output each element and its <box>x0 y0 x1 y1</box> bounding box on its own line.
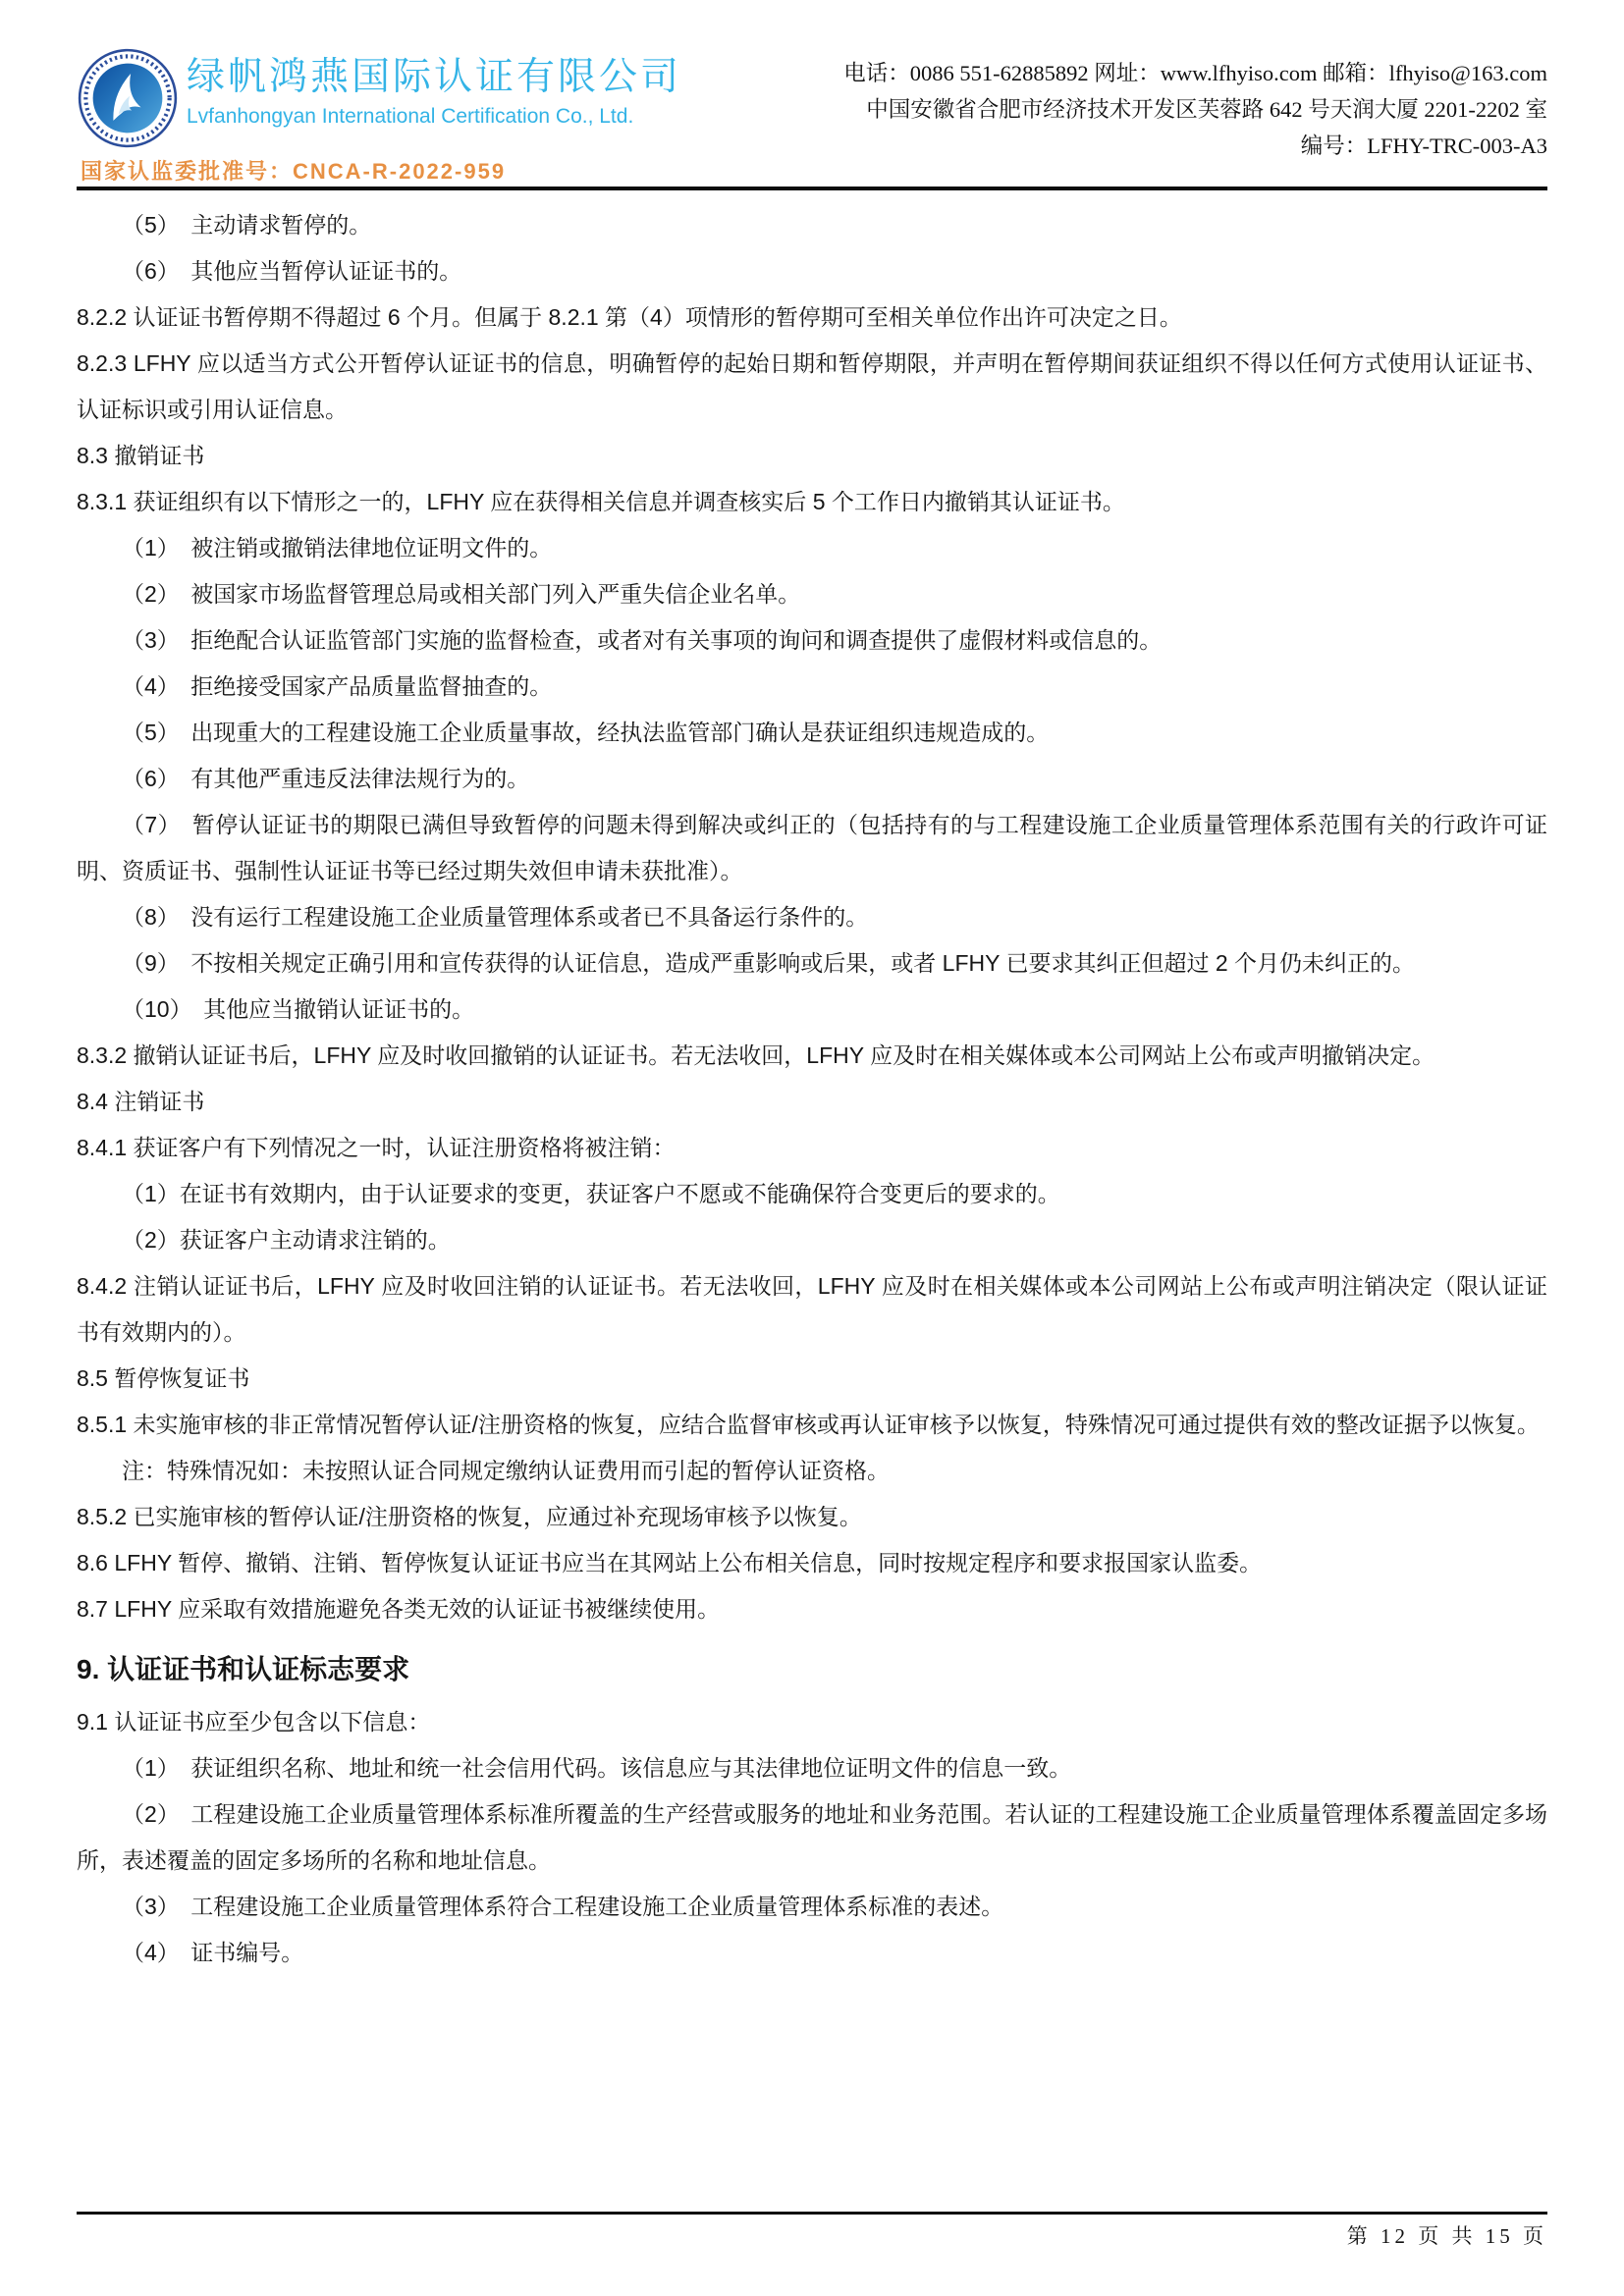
paragraph: （1） 获证组织名称、地址和统一社会信用代码。该信息应与其法律地位证明文件的信息一致。 <box>122 1755 1072 1781</box>
paragraph: （1） 被注销或撤销法律地位证明文件的。 <box>122 535 553 561</box>
section-heading: 9. 认证证书和认证标志要求 <box>77 1654 410 1684</box>
paragraph: 8.5.2 已实施审核的暂停认证/注册资格的恢复，应通过补充现场审核予以恢复。 <box>77 1504 862 1529</box>
paragraph: 注：特殊情况如：未按照认证合同规定缴纳认证费用而引起的暂停认证资格。 <box>122 1458 890 1483</box>
paragraph: 8.6 LFHY 暂停、撤销、注销、暂停恢复认证证书应当在其网站上公布相关信息，同时按规定程序和要求报国家认监委。 <box>77 1550 1263 1575</box>
paragraph: 8.7 LFHY 应采取有效措施避免各类无效的认证证书被继续使用。 <box>77 1596 721 1622</box>
contact-line-address: 中国安徽省合肥市经济技术开发区芙蓉路 642 号天润大厦 2201-2202 室 <box>866 97 1547 122</box>
header-brand-block <box>77 45 682 184</box>
paragraph: （6） 其他应当暂停认证证书的。 <box>122 258 462 284</box>
paragraph: 8.4.1 获证客户有下列情况之一时，认证注册资格将被注销： <box>77 1135 676 1160</box>
header-divider <box>77 187 1547 190</box>
paragraph: （2）获证客户主动请求注销的。 <box>122 1227 451 1253</box>
document-body <box>77 202 1547 1976</box>
company-name-zh: 绿帆鸿燕国际认证有限公司 <box>187 56 682 98</box>
paragraph: （4） 拒绝接受国家产品质量监督抽查的。 <box>122 673 553 699</box>
header-contact-block <box>843 55 1547 164</box>
paragraph: （6） 有其他严重违反法律法规行为的。 <box>122 766 530 791</box>
company-logo-icon <box>77 47 179 149</box>
paragraph: 8.2.2 认证证书暂停期不得超过 6 个月。但属于 8.2.1 第（4）项情形的暂停期可至相关单位作出许可决定之日。 <box>77 304 1182 330</box>
document-number: 编号：LFHY-TRC-003-A3 <box>1300 133 1547 158</box>
paragraph: （2） 被国家市场监督管理总局或相关部门列入严重失信企业名单。 <box>122 581 801 607</box>
cnca-approval-number: 国家认监委批准号：CNCA-R-2022-959 <box>81 159 507 184</box>
paragraph: 8.2.3 LFHY 应以适当方式公开暂停认证证书的信息，明确暂停的起始日期和暂停期限，并声明在暂停期间获证组织不得以任何方式使用认证证书、认证标识或引用认证信息。 <box>77 350 1547 422</box>
paragraph: （5） 出现重大的工程建设施工企业质量事故，经执法监管部门确认是获证组织违规造成的。 <box>122 720 1050 745</box>
company-name-en: Lvfanhongyan International Certification Co., Ltd. <box>187 105 634 128</box>
paragraph: 9.1 认证证书应至少包含以下信息： <box>77 1709 431 1735</box>
paragraph: 8.3.1 获证组织有以下情形之一的，LFHY 应在获得相关信息并调查核实后 5 个工作日内撤销其认证证书。 <box>77 489 1125 514</box>
paragraph: 8.3.2 撤销认证证书后，LFHY 应及时收回撤销的认证证书。若无法收回，LFHY 应及时在相关媒体或本公司网站上公布或声明撤销决定。 <box>77 1042 1435 1068</box>
page-number: 第 12 页 共 15 页 <box>1346 2224 1547 2248</box>
paragraph: 8.4.2 注销认证证书后，LFHY 应及时收回注销的认证证书。若无法收回，LFHY 应及时在相关媒体或本公司网站上公布或声明注销决定（限认证证书有效期内的）。 <box>77 1273 1547 1345</box>
paragraph: （2） 工程建设施工企业质量管理体系标准所覆盖的生产经营或服务的地址和业务范围。若认证的工程建设施工企业质量管理体系覆盖固定多场所，表述覆盖的固定多场所的名称和地址信息。 <box>77 1801 1547 1873</box>
paragraph: （4） 证书编号。 <box>122 1940 304 1965</box>
paragraph: （3） 拒绝配合认证监管部门实施的监督检查，或者对有关事项的询问和调查提供了虚假材料或信息的。 <box>122 627 1163 653</box>
paragraph: （1）在证书有效期内，由于认证要求的变更，获证客户不愿或不能确保符合变更后的要求的。 <box>122 1181 1060 1206</box>
footer-divider <box>77 2212 1547 2215</box>
paragraph: （10） 其他应当撤销认证证书的。 <box>122 996 475 1022</box>
paragraph: 8.4 注销证书 <box>77 1089 205 1114</box>
paragraph: 8.3 撤销证书 <box>77 443 205 468</box>
paragraph: （9） 不按相关规定正确引用和宣传获得的认证信息，造成严重影响或后果，或者 LFHY 已要求其纠正但超过 2 个月仍未纠正的。 <box>122 950 1416 976</box>
paragraph: （5） 主动请求暂停的。 <box>122 212 372 238</box>
document-header <box>77 45 1547 183</box>
paragraph: （8） 没有运行工程建设施工企业质量管理体系或者已不具备运行条件的。 <box>122 904 869 930</box>
paragraph: 8.5 暂停恢复证书 <box>77 1365 250 1391</box>
paragraph: 8.5.1 未实施审核的非正常情况暂停认证/注册资格的恢复，应结合监督审核或再认证审核予以恢复，特殊情况可通过提供有效的整改证据予以恢复。 <box>77 1412 1540 1437</box>
contact-line-phone-web-mail: 电话：0086 551-62885892 网址：www.lfhyiso.com 邮箱：lfhyiso@163.com <box>843 61 1547 85</box>
paragraph: （3） 工程建设施工企业质量管理体系符合工程建设施工企业质量管理体系标准的表述。 <box>122 1894 1004 1919</box>
paragraph: （7） 暂停认证证书的期限已满但导致暂停的问题未得到解决或纠正的（包括持有的与工程建设施工企业质量管理体系范围有关的行政许可证明、资质证书、强制性认证证书等已经过期失效但申请未获批准）。 <box>77 812 1547 883</box>
